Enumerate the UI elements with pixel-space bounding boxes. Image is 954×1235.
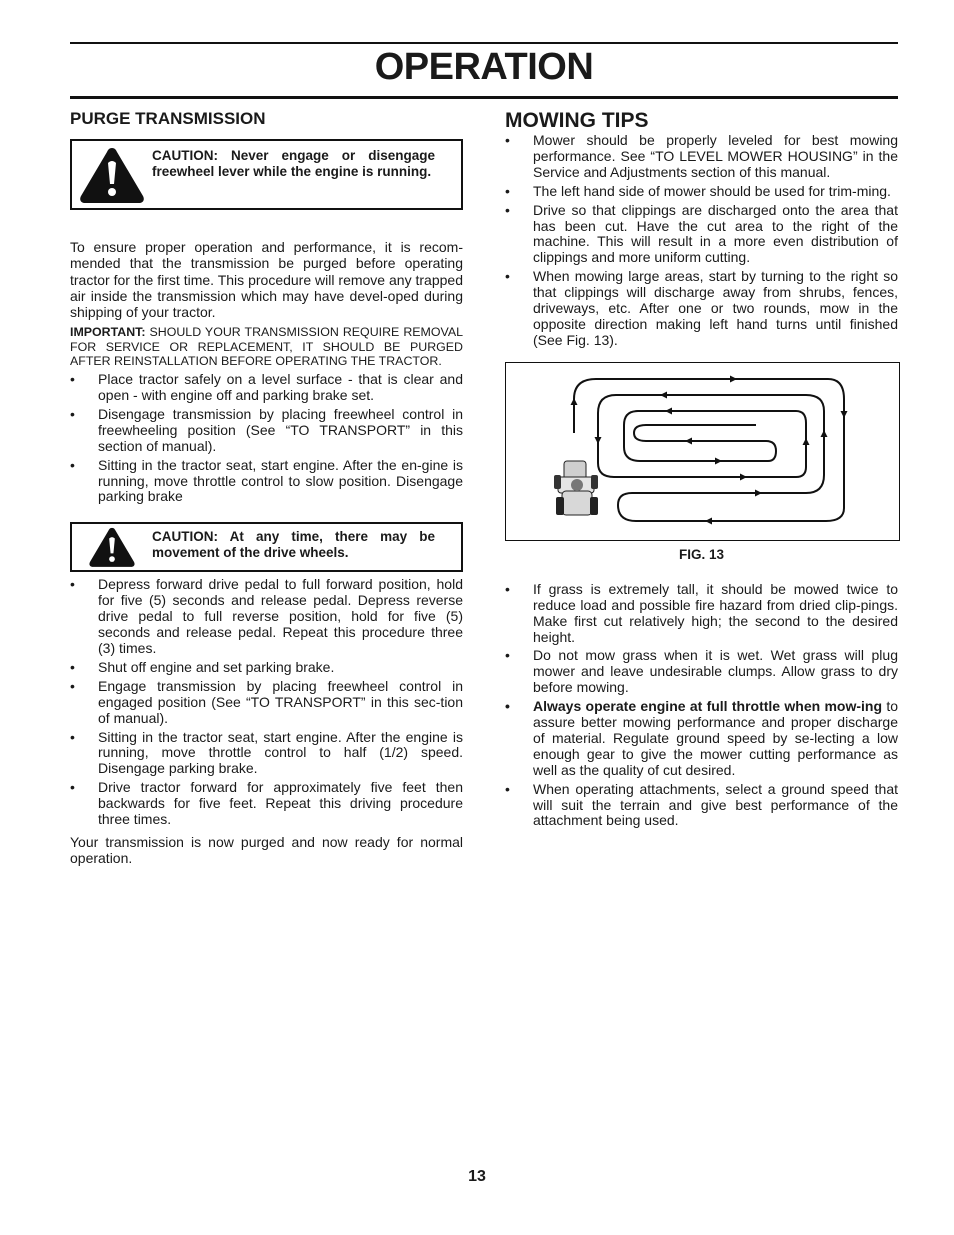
tip-bold-rest: to assure better mowing performance and proper discharge of material. Regulate ground speed by se-lecting a low enough gear to give the mower cutting performance as well as the quality of cut desired.	[533, 698, 898, 778]
purge-steps-2	[70, 577, 463, 828]
list-item: • If grass is extremely tall, it should be mowed twice to reduce load and possible fire hazard from dried clip-pings. Make first cut relatively high; the second to the desired height.	[505, 580, 898, 645]
list-item: • Place tractor safely on a level surface - that is clear and open - with engine off and parking brake set.	[70, 371, 463, 403]
caution-text-drive-wheels: CAUTION: At any time, there may be movement of the drive wheels.	[152, 529, 435, 560]
list-item: • Depress forward drive pedal to full forward position, hold for five (5) seconds and release pedal. Depress reverse drive pedal to full reverse position, hold for five (5) seconds and release pedal. Repeat this procedure three (3) times.	[70, 576, 463, 656]
list-item: • When mowing large areas, start by turning to the right so that clippings will discharge away from shrubs, fences, driveways, etc. After one or two rounds, mow in the opposite direction making left hand turns until finished (See Fig. 13).	[505, 268, 898, 348]
list-item: • Sitting in the tractor seat, start engine. After the en-gine is running, move throttle control to slow position. Disengage parking brake	[70, 456, 463, 505]
list-item: • Shut off engine and set parking brake.	[70, 658, 335, 675]
mowing-pattern-diagram	[506, 363, 898, 539]
figure-caption: FIG. 13	[678, 546, 724, 562]
riding-mower-icon	[554, 461, 598, 515]
important-text: SHOULD YOUR TRANSMISSION REQUIRE REMOVAL FOR SERVICE OR REPLACEMENT, IT SHOULD BE PURGED AFTER REINSTALLATION BEFORE OPERATING THE TRACTOR.	[70, 325, 463, 368]
list-item: • The left hand side of mower should be used for trim-ming.	[505, 182, 891, 199]
list-item: • Engage transmission by placing freewheel control in engaged position (See “TO TRANSPORT” in this sec-tion of manual).	[70, 677, 463, 726]
caution-box-freewheel	[70, 139, 463, 210]
purge-heading: PURGE TRANSMISSION	[70, 109, 266, 128]
page-number: 13	[468, 1168, 486, 1185]
purge-closing: Your transmission is now purged and now ready for normal operation.	[70, 833, 463, 867]
page-title: OPERATION	[374, 46, 594, 88]
list-item: • When operating attachments, select a ground speed that will suit the terrain and give best performance of the attachment being used.	[505, 780, 898, 829]
warning-icon	[72, 141, 152, 208]
top-rule	[70, 42, 898, 44]
mowing-tips-1	[505, 133, 898, 349]
left-column	[70, 106, 463, 867]
list-item: • Always operate engine at full throttle when mow-ing to assure better mowing performance and proper discharge of material. Regulate ground speed by se-lecting a low enough gear to give the mower cutting performance as well as the quality of cut desired.	[505, 698, 898, 778]
list-item: • Drive so that clippings are discharged onto the area that has been cut. Have the cut area to the right of the machine. This will result in a more even distribution of clippings and more uniform cutting.	[505, 201, 898, 266]
purge-intro: To ensure proper operation and performance, it is recom-mended that the transmission be purged before operating tractor for the first time. This procedure will remove any trapped air inside the transmission which may have devel-oped during shipping of your tractor.	[70, 239, 463, 321]
mowing-tips-2	[505, 582, 898, 830]
mowing-pattern-figure	[505, 362, 900, 541]
title-rule	[70, 96, 898, 99]
purge-steps-1	[70, 372, 463, 505]
list-item: • Disengage transmission by placing freewheel control in freewheeling position (See “TO TRANSPORT” in this section of manual).	[70, 405, 463, 454]
list-item: • Do not mow grass when it is wet. Wet grass will plug mower and leave undesirable clumps. Allow grass to dry before mowing.	[505, 647, 898, 696]
right-column	[505, 106, 898, 829]
warning-icon	[72, 524, 152, 570]
tip-bold-lead: Always operate engine at full throttle when mow-ing	[533, 698, 883, 715]
important-note	[70, 325, 463, 368]
list-item: • Sitting in the tractor seat, start engine. After the engine is running, move throttle control to half (1/2) speed. Disengage parking brake.	[70, 728, 463, 777]
list-item: • Mower should be properly leveled for best mowing performance. See “TO LEVEL MOWER HOUSING” in the Service and Adjustments section of this manual.	[505, 132, 898, 180]
caution-box-drive-wheels	[70, 522, 463, 572]
list-item: • Drive tractor forward for approximately five feet then backwards for five feet. Repeat this driving procedure three times.	[70, 779, 463, 828]
caution-text-freewheel: CAUTION: Never engage or disengage freewheel lever while the engine is running.	[152, 148, 435, 179]
important-label: IMPORTANT:	[70, 325, 146, 340]
mowing-heading: MOWING TIPS	[505, 109, 649, 132]
